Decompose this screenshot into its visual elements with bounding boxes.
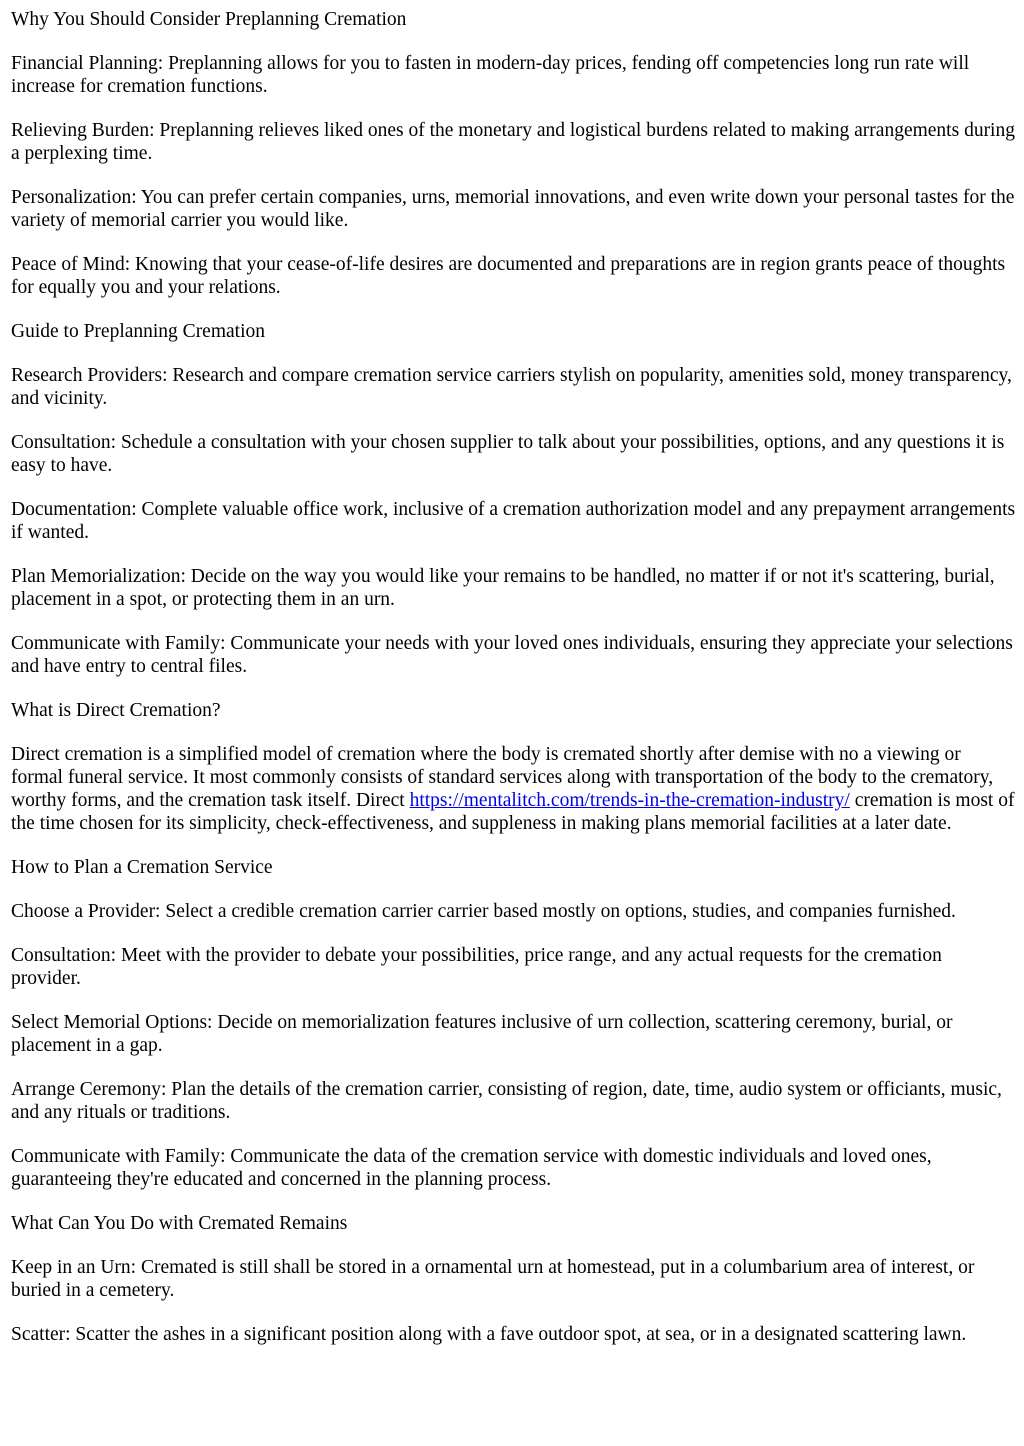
paragraph: Choose a Provider: Select a credible cremation carrier carrier based mostly on options, studies, and companies furnished. [11,901,956,922]
paragraph: Financial Planning: Preplanning allows for you to fasten in modern-day prices, fending off competencies long run rate will increase for cremation functions. [11,53,970,97]
paragraph: Communicate with Family: Communicate the data of the cremation service with domestic individuals and loved ones, guaranteeing they're educated and concerned in the planning process. [11,1146,932,1190]
paragraph: Select Memorial Options: Decide on memorialization features inclusive of urn collection, scattering ceremony, burial, or placement in a gap. [11,1012,953,1056]
paragraph: Arrange Ceremony: Plan the details of the cremation carrier, consisting of region, date, time, audio system or officiants, music, and any rituals or traditions. [11,1079,1002,1123]
paragraph: Plan Memorialization: Decide on the way you would like your remains to be handled, no matter if or not it's scattering, burial, placement in a spot, or protecting them in an urn. [11,566,995,610]
document [11,8,1016,1346]
paragraph: Research Providers: Research and compare cremation service carriers stylish on popularity, amenities sold, money transparency, and vicinity. [11,365,1012,409]
paragraph: Keep in an Urn: Cremated is still shall be stored in a ornamental urn at homestead, put in a columbarium area of interest, or buried in a cemetery. [11,1257,975,1301]
section-heading: What is Direct Cremation? [11,700,221,721]
paragraph-text-before-link: Direct cremation is a simplified model of cremation where the body is cremated shortly after demise with no a viewing or formal funeral service. It most commonly consists of standard services along with transportation of the body to the crematory, worthy forms, and the cremation task itself. Direct [11,744,994,811]
paragraph-direct-cremation [11,743,1016,835]
paragraph: Relieving Burden: Preplanning relieves liked ones of the monetary and logistical burdens related to making arrangements during a perplexing time. [11,120,1015,164]
section-heading: How to Plan a Cremation Service [11,857,273,878]
paragraph: Documentation: Complete valuable office work, inclusive of a cremation authorization model and any prepayment arrangements if wanted. [11,499,1016,543]
section-heading: What Can You Do with Cremated Remains [11,1213,348,1234]
section-heading: Why You Should Consider Preplanning Cremation [11,9,407,30]
paragraph: Peace of Mind: Knowing that your cease-of-life desires are documented and preparations are in region grants peace of thoughts for equally you and your relations. [11,254,1006,298]
paragraph: Communicate with Family: Communicate your needs with your loved ones individuals, ensuring they appreciate your selections and have entry to central files. [11,633,1013,677]
cremation-industry-link[interactable]: https://mentalitch.com/trends-in-the-cremation-industry/ [409,790,850,811]
paragraph-text-after-link: cremation is most of the time chosen for its simplicity, check-effectiveness, and suppleness in making plans memorial facilities at a later date. [11,790,1015,834]
paragraph: Scatter: Scatter the ashes in a significant position along with a fave outdoor spot, at sea, or in a designated scattering lawn. [11,1324,967,1345]
paragraph: Consultation: Meet with the provider to debate your possibilities, price range, and any actual requests for the cremation provider. [11,945,942,989]
paragraph: Consultation: Schedule a consultation with your chosen supplier to talk about your possibilities, options, and any questions it is easy to have. [11,432,1005,476]
paragraph: Personalization: You can prefer certain companies, urns, memorial innovations, and even write down your personal tastes for the variety of memorial carrier you would like. [11,187,1015,231]
section-heading: Guide to Preplanning Cremation [11,321,265,342]
